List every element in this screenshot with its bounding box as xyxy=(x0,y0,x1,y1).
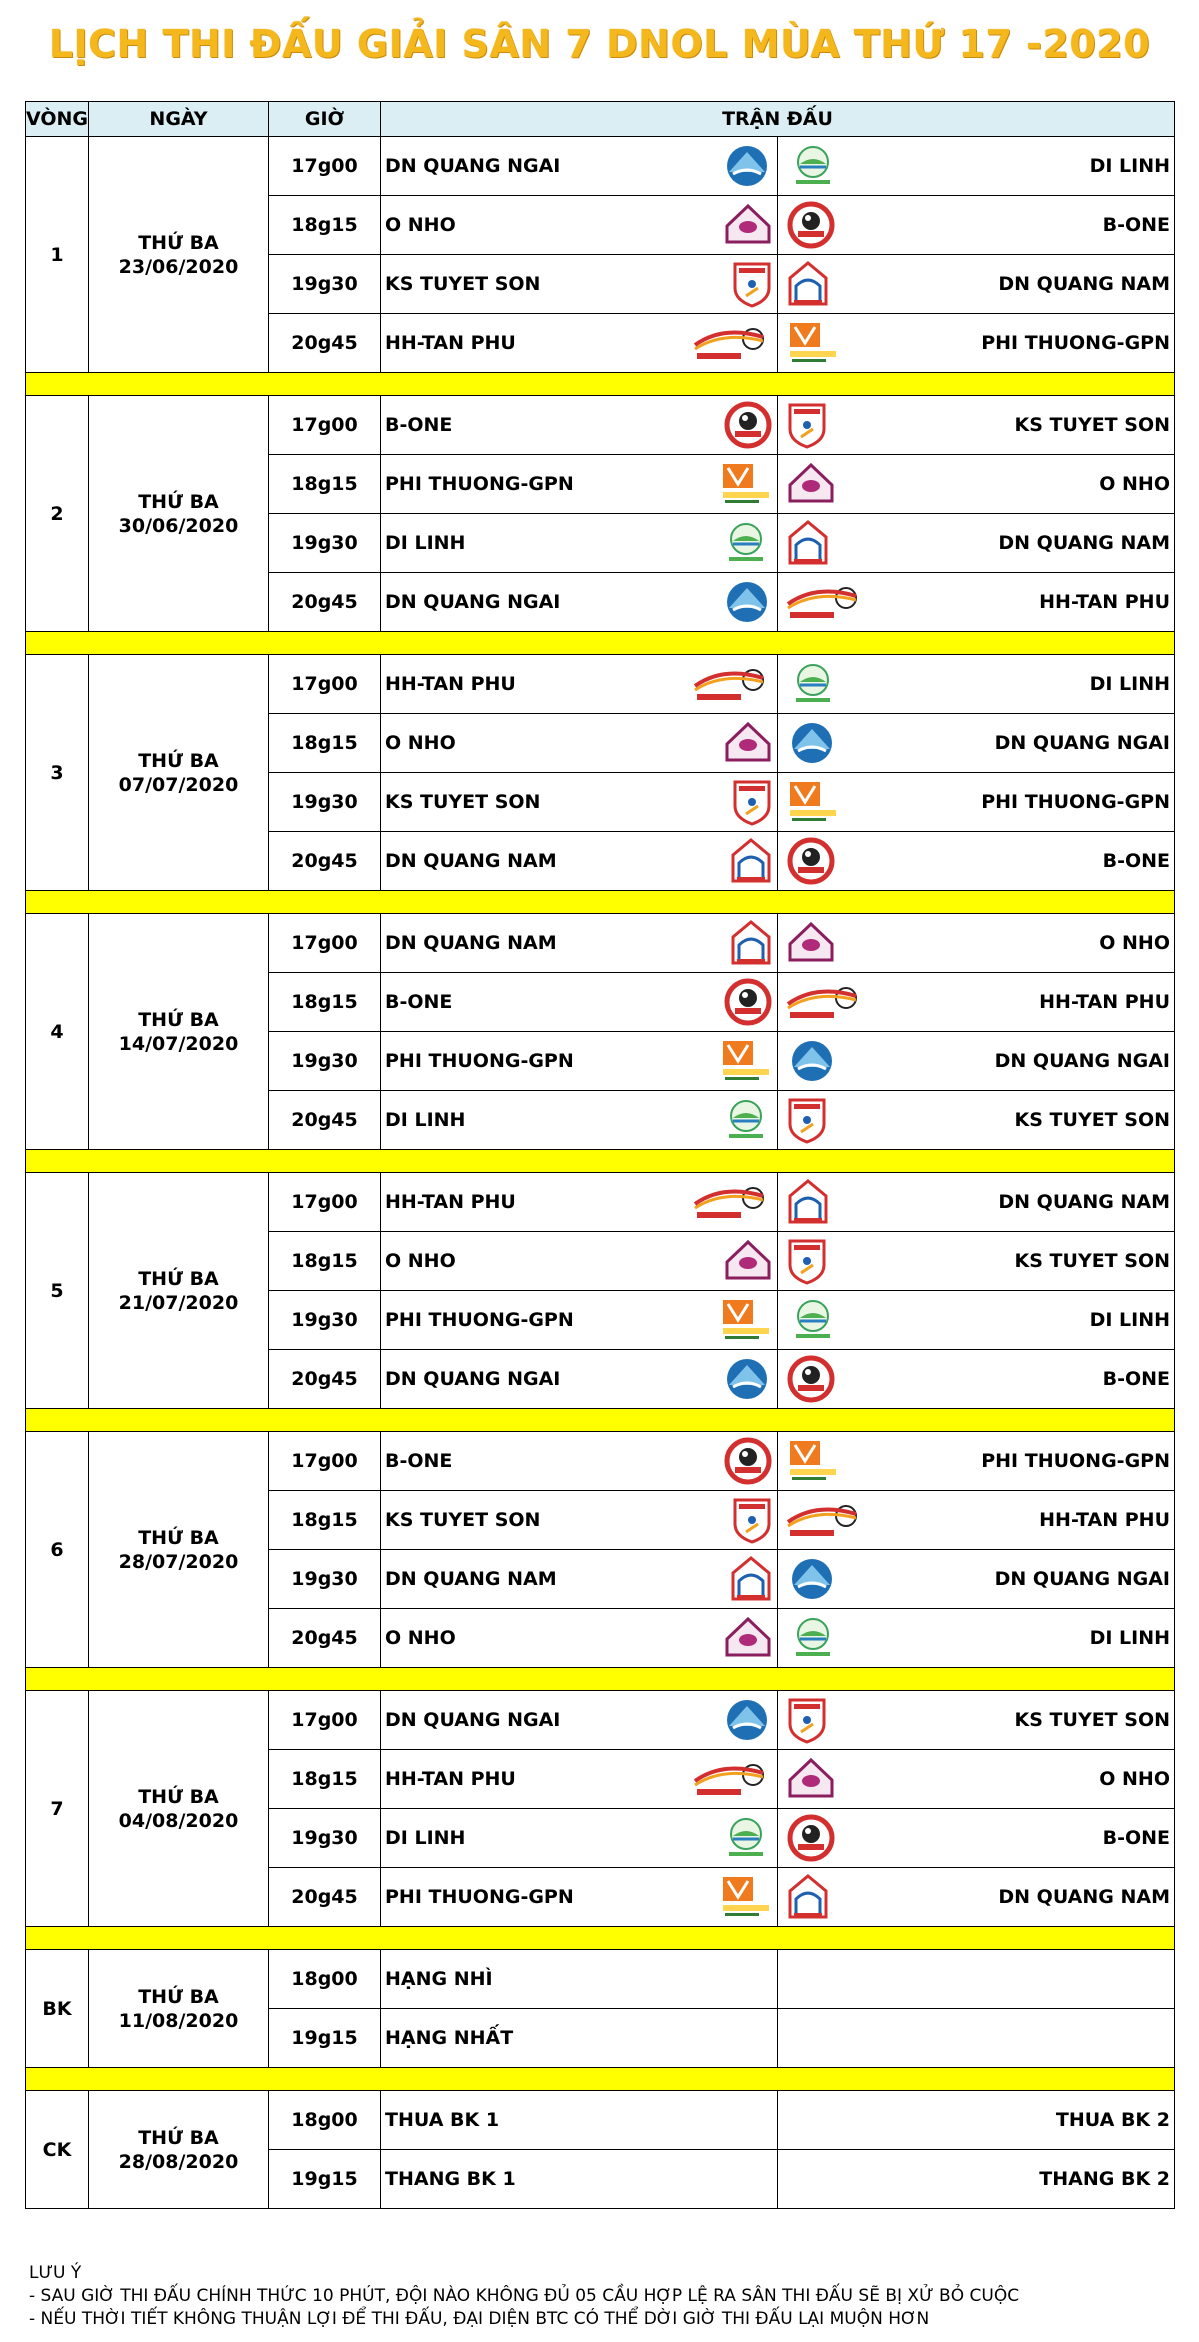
round-date xyxy=(89,137,269,373)
match-time: 20g45 xyxy=(269,1609,381,1668)
notes-line: - SAU GIỜ THI ĐẤU CHÍNH THỨC 10 PHÚT, ĐỘI NÀO KHÔNG ĐỦ 05 CẦU HỢP LỆ RA SÂN THI ĐẤU SẼ BỊ XỬ BỎ CUỘC xyxy=(29,2286,1020,2306)
match-row xyxy=(26,1950,1175,2009)
home-team-name: O NHO xyxy=(385,732,456,754)
match-time: 18g15 xyxy=(269,1491,381,1550)
match-row xyxy=(26,655,1175,714)
separator-row xyxy=(26,2068,1175,2091)
home-team-cell xyxy=(381,1609,778,1668)
match-time: 19g30 xyxy=(269,1032,381,1091)
away-team-cell xyxy=(778,255,1175,314)
round-number: 1 xyxy=(26,137,89,373)
match-time: 20g45 xyxy=(269,1350,381,1409)
away-team-name: DI LINH xyxy=(1089,1309,1170,1331)
away-team-name: O NHO xyxy=(1099,1768,1170,1790)
away-team-cell xyxy=(778,514,1175,573)
round-date-value: 21/07/2020 xyxy=(118,1291,239,1314)
home-team-cell xyxy=(381,1232,778,1291)
home-team-cell xyxy=(381,1868,778,1927)
away-team-cell xyxy=(778,1091,1175,1150)
round-date-value: 14/07/2020 xyxy=(118,1032,239,1055)
home-team-cell xyxy=(381,1350,778,1409)
round-day: THỨ BA xyxy=(138,1267,219,1290)
away-team-logo xyxy=(786,1039,838,1083)
match-time: 18g00 xyxy=(269,2091,381,2150)
round-day: THỨ BA xyxy=(138,749,219,772)
round-day: THỨ BA xyxy=(138,1526,219,1549)
home-team-name: DN QUANG NAM xyxy=(385,850,557,872)
match-time: 20g45 xyxy=(269,1868,381,1927)
away-team-logo xyxy=(786,582,866,622)
home-team-name: DN QUANG NGAI xyxy=(385,155,561,177)
home-team-cell xyxy=(381,1091,778,1150)
away-team-cell xyxy=(778,655,1175,714)
home-team-name: KS TUYET SON xyxy=(385,273,541,295)
away-team-logo xyxy=(786,1178,830,1226)
home-team-cell xyxy=(381,773,778,832)
home-team-name: PHI THUONG-GPN xyxy=(385,1050,574,1072)
home-team-cell xyxy=(381,714,778,773)
away-team-name: DI LINH xyxy=(1089,155,1170,177)
match-time: 19g30 xyxy=(269,1809,381,1868)
away-team-name: DN QUANG NGAI xyxy=(994,1050,1170,1072)
away-team-cell xyxy=(778,773,1175,832)
round-date xyxy=(89,1691,269,1927)
home-team-logo xyxy=(719,1098,773,1142)
home-team-logo xyxy=(719,1873,773,1921)
away-team-logo xyxy=(786,519,830,567)
round-date-value: 28/07/2020 xyxy=(118,1550,239,1573)
schedule-body xyxy=(26,137,1175,2209)
home-team-cell xyxy=(381,1950,778,2009)
separator-row xyxy=(26,1927,1175,1950)
away-team-cell xyxy=(778,1950,1175,2009)
match-row xyxy=(26,137,1175,196)
away-team-cell xyxy=(778,396,1175,455)
away-team-name: HH-TAN PHU xyxy=(1039,1509,1170,1531)
away-team-name: B-ONE xyxy=(1102,214,1170,236)
header-round: VÒNG xyxy=(26,102,89,137)
away-team-name: THUA BK 2 xyxy=(1055,2109,1170,2131)
away-team-name: PHI THUONG-GPN xyxy=(981,332,1170,354)
home-team-logo xyxy=(721,144,773,188)
away-team-logo xyxy=(786,1814,836,1862)
away-team-name: DN QUANG NAM xyxy=(998,1886,1170,1908)
notes-line: - NẾU THỜI TIẾT KHÔNG THUẬN LỢI ĐỂ THI ĐẤU, ĐẠI DIỆN BTC CÓ THỂ DỜI GIỜ THI ĐẤU LẠI MUỘN HƠN xyxy=(29,2309,930,2329)
match-time: 19g30 xyxy=(269,514,381,573)
separator-row xyxy=(26,891,1175,914)
away-team-name: KS TUYET SON xyxy=(1014,1250,1170,1272)
away-team-name: O NHO xyxy=(1099,932,1170,954)
away-team-logo xyxy=(786,1500,866,1540)
away-team-logo xyxy=(786,401,828,449)
round-date xyxy=(89,655,269,891)
home-team-cell xyxy=(381,832,778,891)
away-team-name: O NHO xyxy=(1099,473,1170,495)
away-team-cell xyxy=(778,973,1175,1032)
away-team-logo xyxy=(786,1616,840,1660)
home-team-name: KS TUYET SON xyxy=(385,1509,541,1531)
schedule-table xyxy=(25,101,1175,2209)
home-team-cell xyxy=(381,1691,778,1750)
home-team-logo xyxy=(693,1759,773,1799)
home-team-logo xyxy=(693,1182,773,1222)
home-team-name: B-ONE xyxy=(385,414,453,436)
match-time: 19g30 xyxy=(269,255,381,314)
away-team-name: HH-TAN PHU xyxy=(1039,991,1170,1013)
round-day: THỨ BA xyxy=(138,1985,219,2008)
home-team-cell xyxy=(381,2009,778,2068)
round-day: THỨ BA xyxy=(138,231,219,254)
away-team-logo xyxy=(786,1237,828,1285)
match-time: 18g15 xyxy=(269,455,381,514)
away-team-cell xyxy=(778,1173,1175,1232)
away-team-logo xyxy=(786,662,840,706)
away-team-cell xyxy=(778,1691,1175,1750)
separator-row xyxy=(26,373,1175,396)
match-time: 17g00 xyxy=(269,655,381,714)
away-team-cell xyxy=(778,1432,1175,1491)
notes-heading: LƯU Ý xyxy=(29,2263,82,2283)
header-date: NGÀY xyxy=(89,102,269,137)
away-team-name: HH-TAN PHU xyxy=(1039,591,1170,613)
round-number: 4 xyxy=(26,914,89,1150)
away-team-cell xyxy=(778,1232,1175,1291)
separator-row xyxy=(26,1668,1175,1691)
home-team-logo xyxy=(719,1296,773,1344)
separator-cell xyxy=(26,891,1175,914)
match-time: 18g15 xyxy=(269,714,381,773)
home-team-cell xyxy=(381,1032,778,1091)
away-team-logo xyxy=(786,1096,828,1144)
home-team-logo xyxy=(721,1698,773,1742)
round-date-value: 11/08/2020 xyxy=(118,2009,239,2032)
home-team-cell xyxy=(381,973,778,1032)
home-team-name: HH-TAN PHU xyxy=(385,1768,516,1790)
away-team-name: DN QUANG NGAI xyxy=(994,1568,1170,1590)
match-time: 19g15 xyxy=(269,2150,381,2209)
home-team-logo xyxy=(723,978,773,1026)
away-team-cell xyxy=(778,1868,1175,1927)
separator-cell xyxy=(26,2068,1175,2091)
away-team-name: DI LINH xyxy=(1089,673,1170,695)
round-date xyxy=(89,1432,269,1668)
away-team-cell xyxy=(778,1609,1175,1668)
home-team-name: KS TUYET SON xyxy=(385,791,541,813)
home-team-cell xyxy=(381,255,778,314)
away-team-name: DN QUANG NAM xyxy=(998,1191,1170,1213)
home-team-name: DI LINH xyxy=(385,532,466,554)
match-row xyxy=(26,1691,1175,1750)
home-team-logo xyxy=(721,580,773,624)
match-time: 19g30 xyxy=(269,773,381,832)
away-team-logo xyxy=(786,920,836,966)
home-team-cell xyxy=(381,573,778,632)
round-date-value: 23/06/2020 xyxy=(118,255,239,278)
away-team-name: B-ONE xyxy=(1102,1368,1170,1390)
away-team-cell xyxy=(778,2009,1175,2068)
round-number: 3 xyxy=(26,655,89,891)
home-team-logo xyxy=(693,323,773,363)
home-team-name: DN QUANG NAM xyxy=(385,932,557,954)
home-team-name: DN QUANG NGAI xyxy=(385,1709,561,1731)
home-team-name: THUA BK 1 xyxy=(385,2109,500,2131)
home-team-logo xyxy=(723,1615,773,1661)
away-team-name: DN QUANG NGAI xyxy=(994,732,1170,754)
round-date xyxy=(89,914,269,1150)
away-team-logo xyxy=(786,260,830,308)
round-date-value: 30/06/2020 xyxy=(118,514,239,537)
home-team-name: HẠNG NHẤT xyxy=(385,2027,514,2049)
home-team-name: DI LINH xyxy=(385,1109,466,1131)
away-team-cell xyxy=(778,832,1175,891)
away-team-cell xyxy=(778,573,1175,632)
away-team-cell xyxy=(778,2091,1175,2150)
match-time: 20g45 xyxy=(269,314,381,373)
home-team-name: B-ONE xyxy=(385,1450,453,1472)
home-team-name: PHI THUONG-GPN xyxy=(385,473,574,495)
away-team-name: B-ONE xyxy=(1102,1827,1170,1849)
home-team-logo xyxy=(731,778,773,826)
away-team-name: THANG BK 2 xyxy=(1039,2168,1170,2190)
home-team-name: DN QUANG NAM xyxy=(385,1568,557,1590)
home-team-name: THANG BK 1 xyxy=(385,2168,516,2190)
round-date xyxy=(89,396,269,632)
home-team-cell xyxy=(381,396,778,455)
match-time: 20g45 xyxy=(269,832,381,891)
round-number: BK xyxy=(26,1950,89,2068)
home-team-name: DN QUANG NGAI xyxy=(385,1368,561,1390)
away-team-name: KS TUYET SON xyxy=(1014,1709,1170,1731)
separator-row xyxy=(26,632,1175,655)
away-team-cell xyxy=(778,714,1175,773)
away-team-cell xyxy=(778,1350,1175,1409)
away-team-cell xyxy=(778,1750,1175,1809)
away-team-logo xyxy=(786,982,866,1022)
round-day: THỨ BA xyxy=(138,1008,219,1031)
separator-row xyxy=(26,1150,1175,1173)
match-time: 20g45 xyxy=(269,1091,381,1150)
away-team-name: PHI THUONG-GPN xyxy=(981,1450,1170,1472)
away-team-name: PHI THUONG-GPN xyxy=(981,791,1170,813)
home-team-cell xyxy=(381,1750,778,1809)
home-team-name: HH-TAN PHU xyxy=(385,673,516,695)
home-team-logo xyxy=(723,401,773,449)
match-time: 19g30 xyxy=(269,1291,381,1350)
match-row xyxy=(26,1432,1175,1491)
away-team-name: KS TUYET SON xyxy=(1014,1109,1170,1131)
match-time: 20g45 xyxy=(269,573,381,632)
match-row xyxy=(26,396,1175,455)
away-team-name: KS TUYET SON xyxy=(1014,414,1170,436)
away-team-cell xyxy=(778,314,1175,373)
away-team-logo xyxy=(786,1696,828,1744)
away-team-logo xyxy=(786,1873,830,1921)
home-team-name: O NHO xyxy=(385,1627,456,1649)
home-team-name: O NHO xyxy=(385,1250,456,1272)
away-team-logo xyxy=(786,461,836,507)
home-team-name: O NHO xyxy=(385,214,456,236)
away-team-cell xyxy=(778,455,1175,514)
home-team-logo xyxy=(729,837,773,885)
home-team-name: DN QUANG NGAI xyxy=(385,591,561,613)
away-team-name: B-ONE xyxy=(1102,850,1170,872)
round-day: THỨ BA xyxy=(138,1785,219,1808)
match-time: 17g00 xyxy=(269,1691,381,1750)
match-time: 18g15 xyxy=(269,196,381,255)
separator-cell xyxy=(26,1409,1175,1432)
away-team-name: DN QUANG NAM xyxy=(998,273,1170,295)
home-team-logo xyxy=(731,260,773,308)
header-row xyxy=(26,102,1175,137)
away-team-logo xyxy=(786,1756,836,1802)
home-team-logo xyxy=(729,1555,773,1603)
separator-cell xyxy=(26,373,1175,396)
round-date xyxy=(89,2091,269,2209)
notes xyxy=(29,2262,1019,2331)
home-team-name: DI LINH xyxy=(385,1827,466,1849)
header-match: TRẬN ĐẤU xyxy=(381,102,1175,137)
match-time: 19g30 xyxy=(269,1550,381,1609)
home-team-logo xyxy=(723,720,773,766)
match-time: 17g00 xyxy=(269,914,381,973)
home-team-logo xyxy=(721,1357,773,1401)
round-number: CK xyxy=(26,2091,89,2209)
away-team-logo xyxy=(786,144,840,188)
round-day: THỨ BA xyxy=(138,2126,219,2149)
away-team-logo xyxy=(786,837,836,885)
separator-cell xyxy=(26,1150,1175,1173)
home-team-logo xyxy=(723,202,773,248)
header-time: GIỜ xyxy=(269,102,381,137)
match-time: 18g15 xyxy=(269,1232,381,1291)
away-team-logo xyxy=(786,1298,840,1342)
match-time: 17g00 xyxy=(269,396,381,455)
home-team-cell xyxy=(381,914,778,973)
round-date-value: 04/08/2020 xyxy=(118,1809,239,1832)
home-team-cell xyxy=(381,455,778,514)
home-team-name: HH-TAN PHU xyxy=(385,332,516,354)
match-time: 18g15 xyxy=(269,1750,381,1809)
round-day: THỨ BA xyxy=(138,490,219,513)
away-team-logo xyxy=(786,721,838,765)
away-team-logo xyxy=(786,778,840,826)
page-title: LỊCH THI ĐẤU GIẢI SÂN 7 DNOL MÙA THỨ 17 -2020 xyxy=(48,22,1151,66)
home-team-logo xyxy=(719,1816,773,1860)
separator-cell xyxy=(26,1668,1175,1691)
away-team-logo xyxy=(786,1437,840,1485)
home-team-cell xyxy=(381,196,778,255)
home-team-cell xyxy=(381,314,778,373)
away-team-cell xyxy=(778,1550,1175,1609)
home-team-logo xyxy=(729,919,773,967)
home-team-logo xyxy=(723,1238,773,1284)
home-team-name: HH-TAN PHU xyxy=(385,1191,516,1213)
match-time: 18g15 xyxy=(269,973,381,1032)
home-team-cell xyxy=(381,1291,778,1350)
home-team-logo xyxy=(731,1496,773,1544)
match-row xyxy=(26,914,1175,973)
away-team-cell xyxy=(778,1032,1175,1091)
separator-cell xyxy=(26,632,1175,655)
match-time: 17g00 xyxy=(269,137,381,196)
home-team-name: HẠNG NHÌ xyxy=(385,1968,493,1990)
away-team-cell xyxy=(778,2150,1175,2209)
match-time: 17g00 xyxy=(269,1173,381,1232)
home-team-cell xyxy=(381,1432,778,1491)
match-time: 18g00 xyxy=(269,1950,381,2009)
home-team-cell xyxy=(381,514,778,573)
away-team-logo xyxy=(786,201,836,249)
home-team-logo xyxy=(719,1037,773,1085)
home-team-logo xyxy=(719,521,773,565)
round-date xyxy=(89,1950,269,2068)
away-team-name: DN QUANG NAM xyxy=(998,532,1170,554)
home-team-cell xyxy=(381,1809,778,1868)
away-team-name: DI LINH xyxy=(1089,1627,1170,1649)
home-team-cell xyxy=(381,1491,778,1550)
away-team-cell xyxy=(778,1291,1175,1350)
round-date-value: 07/07/2020 xyxy=(118,773,239,796)
round-number: 5 xyxy=(26,1173,89,1409)
home-team-cell xyxy=(381,1550,778,1609)
away-team-cell xyxy=(778,914,1175,973)
round-number: 2 xyxy=(26,396,89,632)
home-team-cell xyxy=(381,2091,778,2150)
separator-cell xyxy=(26,1927,1175,1950)
separator-row xyxy=(26,1409,1175,1432)
away-team-cell xyxy=(778,1809,1175,1868)
away-team-cell xyxy=(778,196,1175,255)
round-number: 7 xyxy=(26,1691,89,1927)
home-team-logo xyxy=(723,1437,773,1485)
round-number: 6 xyxy=(26,1432,89,1668)
home-team-cell xyxy=(381,655,778,714)
home-team-cell xyxy=(381,1173,778,1232)
match-time: 19g15 xyxy=(269,2009,381,2068)
away-team-cell xyxy=(778,1491,1175,1550)
home-team-name: PHI THUONG-GPN xyxy=(385,1309,574,1331)
home-team-name: PHI THUONG-GPN xyxy=(385,1886,574,1908)
match-time: 17g00 xyxy=(269,1432,381,1491)
round-date xyxy=(89,1173,269,1409)
match-row xyxy=(26,1173,1175,1232)
home-team-logo xyxy=(693,664,773,704)
away-team-cell xyxy=(778,137,1175,196)
away-team-logo xyxy=(786,1557,838,1601)
round-date-value: 28/08/2020 xyxy=(118,2150,239,2173)
match-row xyxy=(26,2091,1175,2150)
home-team-cell xyxy=(381,137,778,196)
home-team-name: B-ONE xyxy=(385,991,453,1013)
home-team-cell xyxy=(381,2150,778,2209)
away-team-logo xyxy=(786,1355,836,1403)
away-team-logo xyxy=(786,319,840,367)
home-team-logo xyxy=(719,460,773,508)
